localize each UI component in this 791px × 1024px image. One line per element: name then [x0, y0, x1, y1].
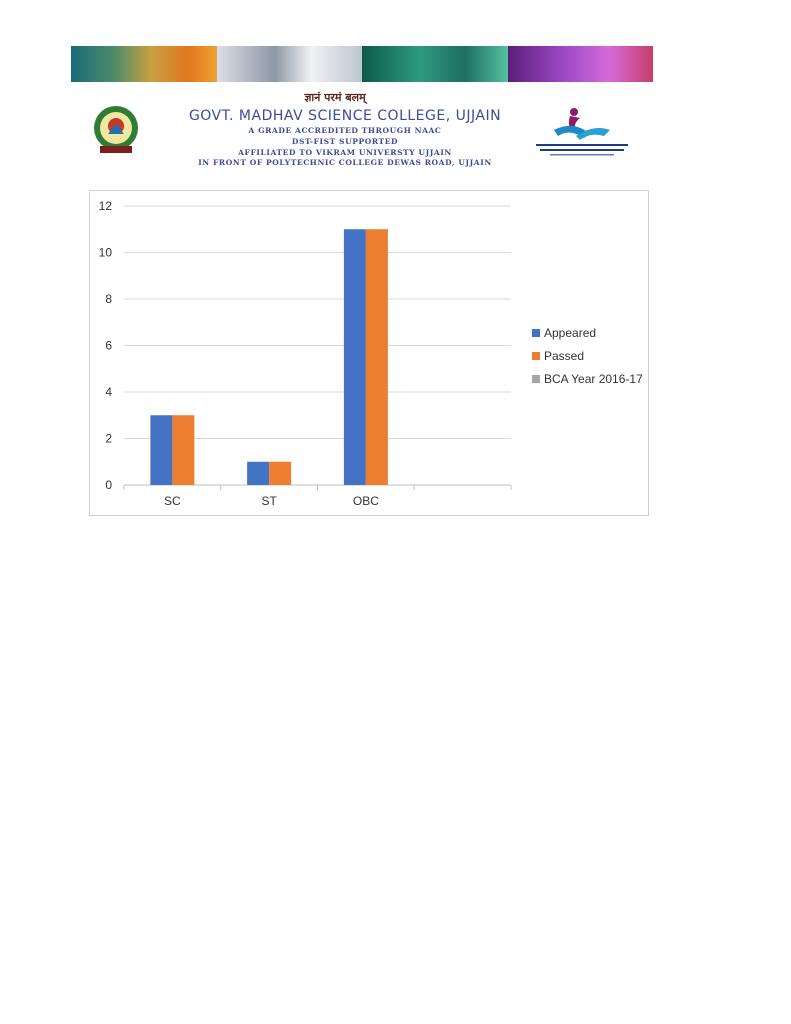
iqac-logo — [530, 106, 634, 158]
support-line: DST-FIST SUPPORTED — [291, 137, 399, 146]
legend-swatch-1 — [532, 352, 540, 360]
legend-label-2: BCA Year 2016-17 — [544, 371, 643, 386]
chart-legend — [532, 321, 643, 390]
y-tick-label: 8 — [105, 292, 112, 306]
banner-image-atoms — [508, 46, 654, 82]
banner-image-molecules — [362, 46, 508, 82]
x-tick-label: SC — [164, 494, 181, 508]
legend-item-0 — [532, 321, 643, 344]
college-name: GOVT. MADHAV SCIENCE COLLEGE, UJJAIN — [188, 108, 502, 124]
y-tick-label: 0 — [105, 478, 112, 492]
x-tick-label: OBC — [352, 494, 379, 508]
legend-item-2 — [532, 367, 643, 390]
legend-label-0: Appeared — [544, 325, 597, 340]
bar-passed-obc — [366, 229, 388, 485]
address-line: IN FRONT OF POLYTECHNIC COLLEGE DEWAS ROAD, UJJAIN — [198, 158, 492, 167]
accreditation-line: A GRADE ACCREDITED THROUGH NAAC — [248, 126, 442, 135]
y-tick-label: 4 — [105, 385, 112, 399]
x-tick-label: ST — [261, 494, 277, 508]
bar-appeared-st — [247, 462, 269, 485]
legend-item-1 — [532, 344, 643, 367]
banner-image-robot — [217, 46, 363, 82]
legend-swatch-2 — [532, 375, 540, 383]
y-tick-label: 12 — [98, 199, 112, 213]
bar-appeared-obc — [344, 229, 366, 485]
header-banner — [71, 46, 653, 82]
bar-passed-sc — [172, 415, 194, 485]
affiliation-line: AFFILIATED TO VIKRAM UNIVERSTY UJJAIN — [238, 148, 452, 157]
legend-label-1: Passed — [544, 348, 585, 363]
y-tick-label: 2 — [105, 431, 112, 446]
banner-image-physics — [71, 46, 217, 82]
y-tick-label: 6 — [105, 338, 112, 353]
chart-container — [89, 190, 649, 516]
college-emblem-logo — [90, 104, 142, 156]
legend-swatch-0 — [532, 329, 540, 337]
bar-appeared-sc — [150, 415, 172, 485]
bar-passed-st — [269, 462, 291, 485]
college-motto: ज्ञानं परमं बलम् — [304, 91, 366, 104]
y-tick-label: 10 — [98, 245, 112, 260]
